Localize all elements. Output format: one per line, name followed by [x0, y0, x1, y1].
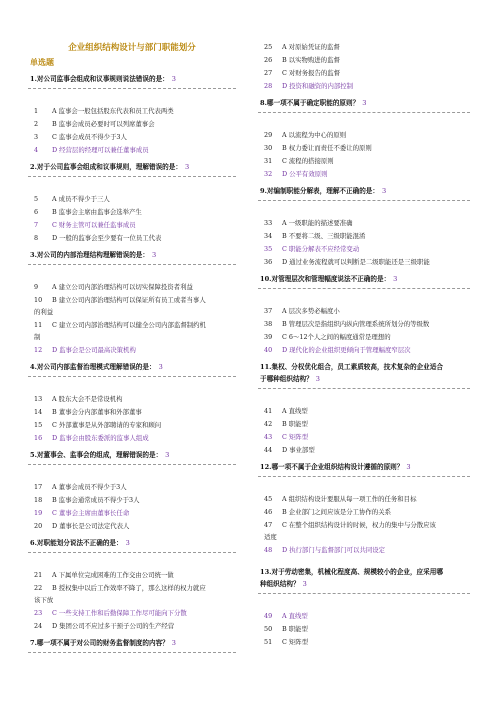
option-6: 6 B 监事会主席由监事会选举产生 [34, 208, 142, 216]
option-49-answer: 49 A 直线型 [264, 612, 308, 620]
option-20: 20 D 董事长是公司法定代表人 [34, 522, 130, 530]
option-47: 47 C 在整个组织结构设计的时候，权力的集中与分散应该 [264, 521, 436, 529]
option-23-answer: 23 C 一些支持工作和后勤保障工作尽可能向下分散 [34, 609, 187, 617]
divider [258, 593, 470, 594]
option-25: 25 A 对原始凭证的监督 [264, 43, 340, 51]
option-26: 26 B 以实物购进的监督 [264, 56, 340, 64]
question-2: 2.对于公司监事会组成和议事规则，理解错误的是： 3 [30, 163, 190, 171]
option-21: 21 A 下属单位完成困难的工作交由公司统一做 [34, 571, 174, 579]
option-4-answer: 4 D 经营层的经理可以兼任董事成员 [34, 146, 149, 154]
option-15: 15 C 外部董事是从外部聘请的专家和顾问 [34, 421, 162, 429]
option-46: 46 B 企业部门之间应该是分工协作的关系 [264, 508, 391, 516]
option-13: 13 A 股东大会不是常设机构 [34, 395, 123, 403]
divider [258, 200, 470, 201]
divider [28, 552, 236, 553]
option-14: 14 B 董事会分内部董事和外部董事 [34, 408, 142, 416]
option-7-answer: 7 C 财务主管可以兼任监事成员 [34, 221, 136, 229]
option-12-answer: 12 D 监事会是公司最高决策机构 [34, 346, 136, 354]
divider [28, 652, 236, 653]
option-40-answer: 40 D 现代化的企业组织更倾向于管理幅度窄层次 [264, 346, 411, 354]
option-5: 5 A 成员不得少于三人 [34, 195, 110, 203]
question-4: 4.对公司内部监督治理模式理解错误的是： 3 [30, 363, 163, 371]
question-8: 8.哪一项不属于确定职能的原则？ 3 [260, 99, 367, 107]
option-37: 37 A 层次多势必幅度小 [264, 307, 340, 315]
option-42: 42 B 职能型 [264, 420, 308, 428]
option-31: 31 C 流程的搭接原则 [264, 157, 334, 165]
option-11: 11 C 建立公司内部治理结构可以健全公司内部监督制约机 [34, 321, 206, 329]
question-3: 3.对公司的内部治理结构理解错误的是： 3 [30, 251, 157, 259]
option-32-answer: 32 D 公平有效原则 [264, 170, 328, 178]
option-2: 2 B 监事会成员必要时可以列席董事会 [34, 120, 155, 128]
option-44: 44 D 事业部型 [264, 446, 315, 454]
option-27: 27 C 对财务报告的监督 [264, 69, 341, 77]
option-30: 30 B 权力委让而责任不委让的原则 [264, 144, 372, 152]
question-6: 6.对职能划分说法不正确的是： 3 [30, 539, 130, 547]
option-28-answer: 28 D 投资和融资的内部控制 [264, 82, 354, 90]
option-51: 51 C 矩阵型 [264, 638, 309, 646]
option-22: 22 B 授权集中以后工作效率不降了，那么这样的权力就应 [34, 584, 206, 592]
option-47-continued: 适度 [264, 533, 277, 541]
option-36: 36 D 通过业务流程就可以判断是二级职能还是三级职能 [264, 258, 430, 266]
option-43-answer: 43 C 矩阵型 [264, 433, 309, 441]
page-title: 企业组织结构设计与部门职能划分 [68, 43, 196, 53]
divider [28, 176, 236, 177]
option-11-continued: 制 [34, 333, 41, 341]
option-9: 9 A 建立公司内部治理结构可以切实保障投资者利益 [34, 283, 193, 291]
option-45: 45 A 组织结构设计要服从每一项工作的任务和目标 [264, 495, 417, 503]
option-1: 1 A 监事会一般包括股东代表和员工代表两类 [34, 107, 174, 115]
question-7: 7.哪一项不属于对公司的财务监督制度的内容？ 3 [30, 639, 176, 647]
option-48-answer: 48 D 执行部门与监督部门可以共同设定 [264, 546, 386, 554]
divider [258, 112, 470, 113]
divider [28, 88, 236, 89]
question-10: 10.对管理层次和管理幅度说法不正确的是： 3 [260, 275, 398, 283]
option-39: 39 C 6～12个人之间的幅度通常是理想的 [264, 333, 391, 341]
option-10: 10 B 建立公司内部治理结构可以保证所有员工或者当事人 [34, 296, 206, 304]
option-17: 17 A 董事会成员不得少于3人 [34, 483, 127, 491]
question-13-line-2: 种组织结构？ 3 [260, 580, 307, 588]
question-5: 5.对董事会、监事会的组成，理解错误的是： 3 [30, 451, 170, 459]
option-16-answer: 16 D 监事会由股东委派的监事人组成 [34, 434, 149, 442]
option-50: 50 B 职能型 [264, 625, 308, 633]
section-heading: 单选题 [30, 57, 54, 67]
option-22-continued: 该下放 [34, 596, 54, 604]
divider [258, 388, 470, 389]
divider [28, 376, 236, 377]
option-33: 33 A 一级职能的描述要准确 [264, 219, 353, 227]
divider [28, 264, 236, 265]
option-34: 34 B 不要将二级、三级职能混淆 [264, 232, 366, 240]
option-10-continued: 的利益 [34, 308, 54, 316]
option-18: 18 B 监事会通常成员不得少于3人 [34, 496, 140, 504]
option-35-answer: 35 C 职能分解表不应经常变动 [264, 245, 360, 253]
option-24: 24 D 集团公司不应过多干预子公司的生产经营 [34, 622, 175, 630]
question-1: 1.对公司监事会组成和议事规则说法错误的是： 3 [30, 75, 176, 83]
question-13-line-1: 13.对于劳动密集，机械化程度高、规模较小的企业，应采用哪 [260, 568, 443, 576]
question-9: 9.对编制职能分解表，理解不正确的是： 3 [260, 187, 387, 195]
option-8: 8 D 一般的监事会至少要有一位员工代表 [34, 234, 162, 242]
option-38: 38 B 管理层次是指组织内纵向管理系统所划分的等级数 [264, 320, 430, 328]
option-3: 3 C 监事会成员不得少于3人 [34, 133, 127, 141]
option-19-answer: 19 C 董事会主席由董事长任命 [34, 509, 130, 517]
divider [28, 464, 236, 465]
question-11-line-1: 11.集权、分权优化组合，员工素质较高，技术复杂的企业适合 [260, 363, 443, 371]
option-41: 41 A 直线型 [264, 407, 308, 415]
question-11-line-2: 于哪种组织结构？ 3 [260, 375, 320, 383]
divider [258, 288, 470, 289]
question-12: 12.哪一项不属于企业组织结构设计遵循的原则？ 3 [260, 463, 411, 471]
divider [258, 476, 470, 477]
option-29: 29 A 以流程为中心的原则 [264, 131, 347, 139]
